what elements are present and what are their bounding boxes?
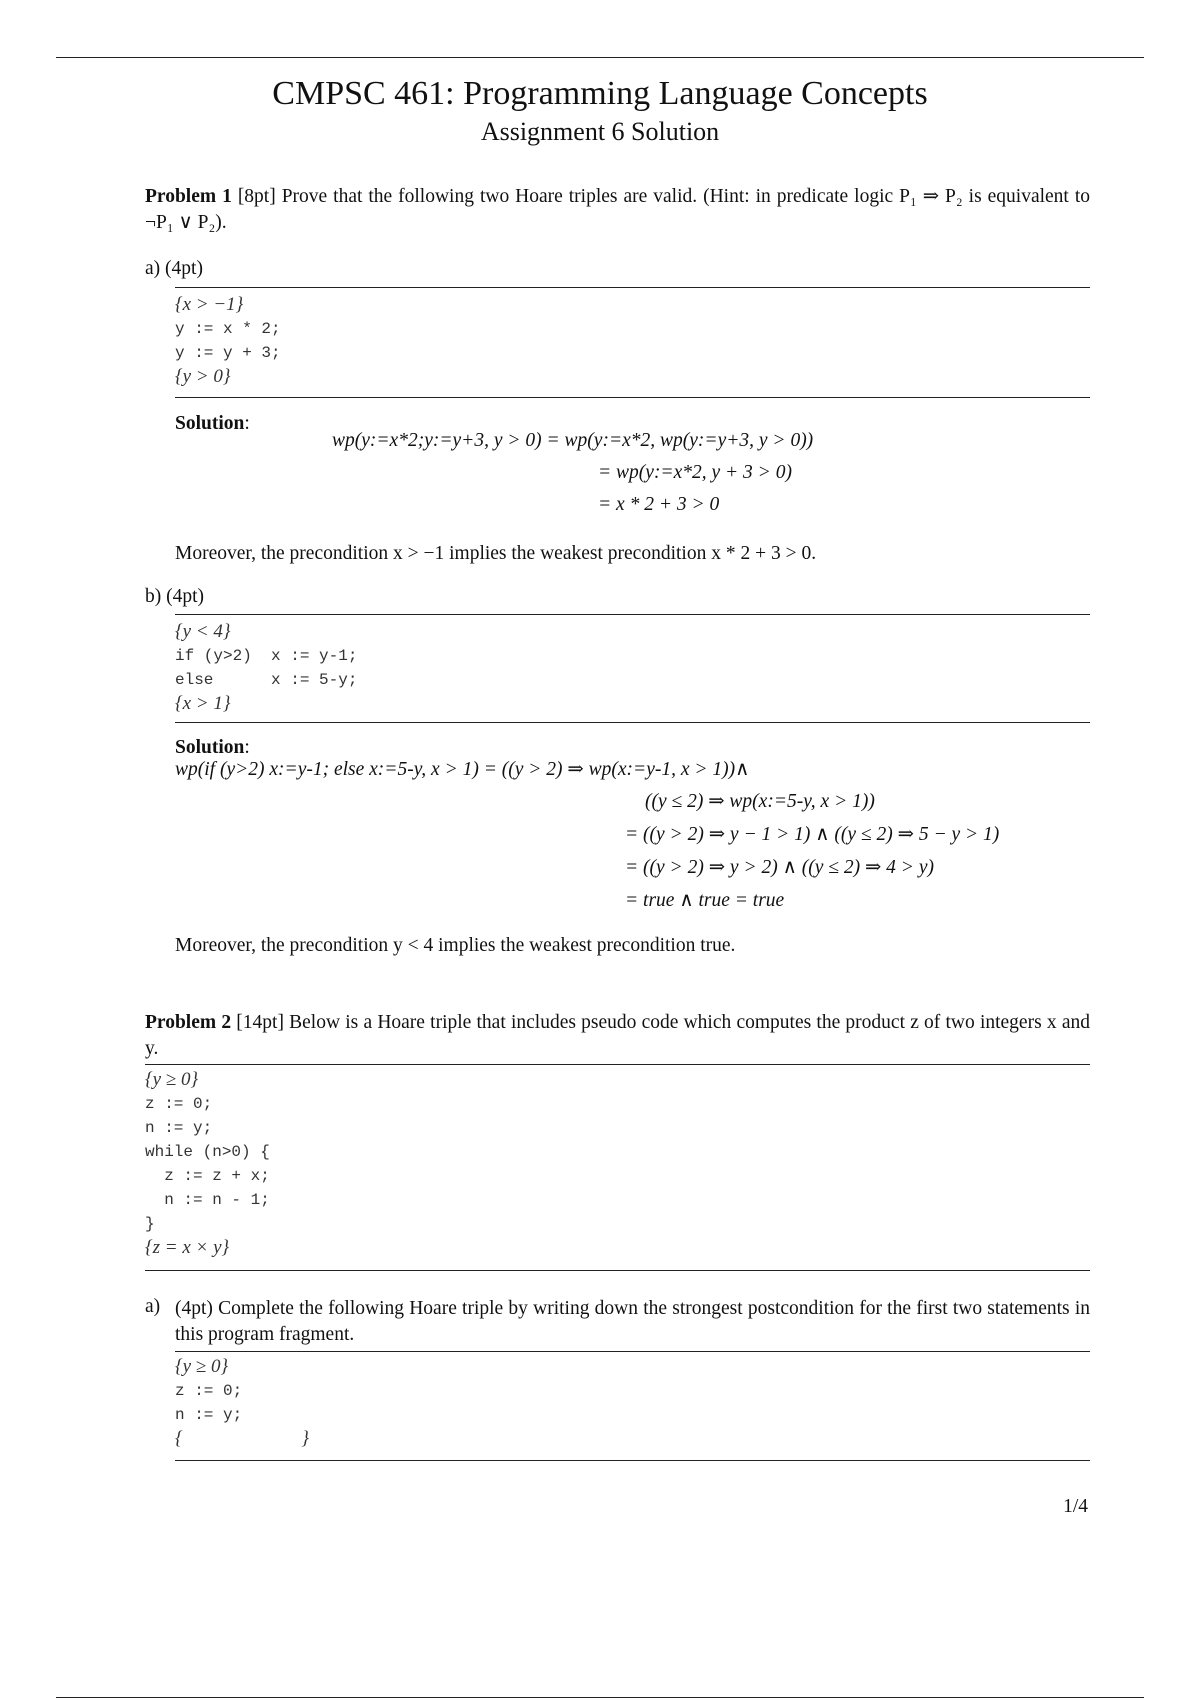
problem-1-statement (145, 184, 1090, 236)
problem-2-part-a-text: (4pt) Complete the following Hoare triple by writing down the strongest postcondition for the first two statements in this program fragment. (175, 1298, 1090, 1345)
code-line: {x > −1} (175, 294, 244, 315)
bottom-rule (56, 1697, 1144, 1698)
code-line: y := y + 3; (175, 344, 281, 362)
problem-2-part-a-code-block (175, 1355, 309, 1451)
code-line: z := 0; (175, 1382, 243, 1400)
code-line: {y < 4} (175, 621, 231, 642)
code-line: n := y; (145, 1119, 213, 1137)
code-line: {y ≥ 0} (145, 1069, 199, 1090)
postcondition-blank: { } (175, 1428, 309, 1449)
problem-2-statement (145, 1010, 1090, 1062)
part-b-solution-label: Solution: (175, 737, 250, 758)
part-b-equation-3: = ((y > 2) ⇒ y − 1 > 1) ∧ ((y ≤ 2) ⇒ 5 − y > 1) (625, 824, 1000, 845)
code-line: {z = x × y} (145, 1237, 230, 1258)
problem-2-bottom-rule (145, 1270, 1090, 1271)
part-a-points: (4pt) (165, 258, 203, 279)
problem-1-points: [8pt] (237, 186, 276, 207)
problem-1-heading: Problem 1 (145, 186, 232, 207)
part-a-equation-2: = wp(y:=x*2, y + 3 > 0) (598, 462, 792, 483)
problem-2-top-rule (145, 1064, 1090, 1065)
part-a-solution-label: Solution: (175, 413, 250, 434)
problem-2-part-a-top-rule (175, 1351, 1090, 1352)
code-line: z := z + x; (145, 1167, 270, 1185)
part-b-bottom-rule (175, 722, 1090, 723)
part-b-points: (4pt) (166, 586, 205, 607)
problem-2-heading: Problem 2 (145, 1012, 232, 1033)
code-line: y := x * 2; (175, 320, 281, 338)
part-b-equation-1: wp(if (y>2) x:=y-1; else x:=5-y, x > 1) = ((y > 2) ⇒ wp(x:=y-1, x > 1))∧ (175, 759, 750, 780)
part-a-bottom-rule (175, 397, 1090, 398)
part-a-equation-3: = x * 2 + 3 > 0 (598, 494, 720, 515)
part-a-conclusion: Moreover, the precondition x > −1 implies the weakest precondition x * 2 + 3 > 0. (175, 543, 817, 564)
problem-2-part-a-label: a) (145, 1296, 161, 1317)
page-title: CMPSC 461: Programming Language Concepts (272, 75, 928, 112)
code-line: } (145, 1215, 155, 1233)
code-line: if (y>2) x := y-1; (175, 647, 358, 665)
page-subtitle: Assignment 6 Solution (480, 117, 720, 146)
part-b-conclusion: Moreover, the precondition y < 4 implies the weakest precondition true. (175, 935, 736, 956)
part-b-top-rule (175, 614, 1090, 615)
problem-2-part-a-bottom-rule (175, 1460, 1090, 1461)
problem-2-code-block (145, 1068, 270, 1260)
part-a-label: a) (145, 258, 161, 279)
part-b-code-block (175, 620, 357, 716)
code-line: else x := 5-y; (175, 671, 358, 689)
part-a-equation-1: wp(y:=x*2;y:=y+3, y > 0) = wp(y:=x*2, wp(y:=y+3, y > 0)) (332, 430, 814, 451)
code-line: {y > 0} (175, 366, 231, 387)
code-line: n := y; (175, 1406, 243, 1424)
code-line: while (n>0) { (145, 1143, 270, 1161)
problem-1-text: Prove that the following two Hoare triples are valid. (Hint: in predicate logic P₁ ⇒ P₂ is equivalent to ¬P₁ ∨ P₂). (145, 186, 1090, 233)
code-line: n := n - 1; (145, 1191, 270, 1209)
part-b-label: b) (145, 586, 162, 607)
problem-2-points: [14pt] (236, 1012, 284, 1033)
part-a-code-block (175, 293, 281, 389)
part-a-top-rule (175, 287, 1090, 288)
page-number: 1/4 (1063, 1496, 1088, 1517)
problem-2-text: Below is a Hoare triple that includes pseudo code which computes the product z of two integers x and y. (145, 1012, 1090, 1059)
code-line: z := 0; (145, 1095, 213, 1113)
code-line: {y ≥ 0} (175, 1356, 229, 1377)
part-b-equation-5: = true ∧ true = true (625, 890, 785, 911)
part-b-equation-4: = ((y > 2) ⇒ y > 2) ∧ ((y ≤ 2) ⇒ 4 > y) (625, 857, 934, 878)
part-b-heading (145, 586, 204, 608)
part-a-heading (145, 258, 203, 280)
top-rule (56, 57, 1144, 58)
part-b-equation-2: ((y ≤ 2) ⇒ wp(x:=5-y, x > 1)) (645, 791, 875, 812)
code-line: {x > 1} (175, 693, 231, 714)
